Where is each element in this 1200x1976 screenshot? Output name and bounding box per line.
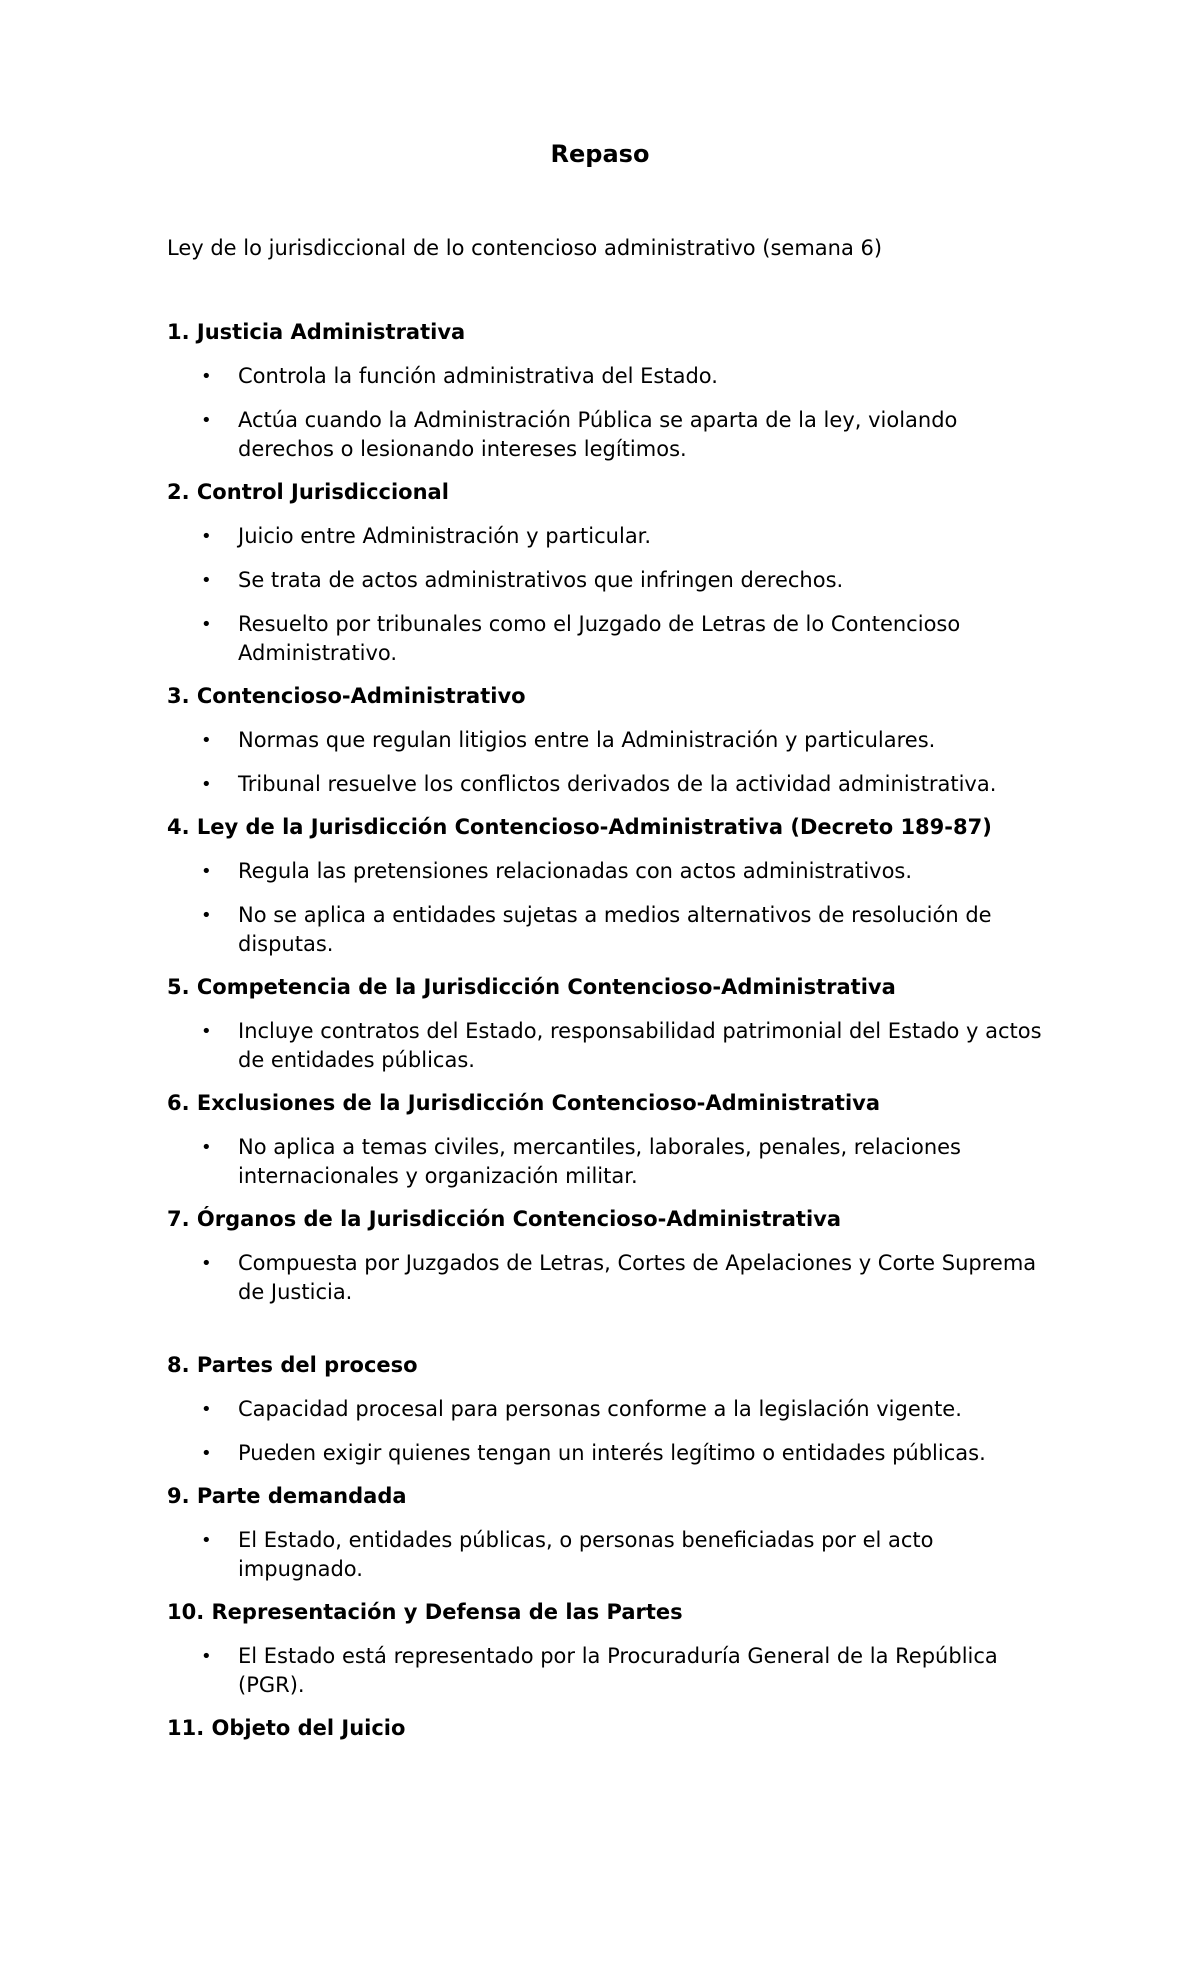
bullet-list [167, 362, 1047, 464]
bullet-list [167, 1017, 1047, 1075]
bullet-text: Se trata de actos administrativos que infringen derechos. [238, 568, 844, 592]
bullet-icon: • [201, 366, 212, 387]
bullet-icon: • [201, 1530, 212, 1551]
bullet-icon: • [201, 1399, 212, 1420]
section [167, 682, 1047, 799]
bullet-text: Tribunal resuelve los conflictos derivados de la actividad administrativa. [238, 772, 997, 796]
bullet-icon: • [201, 774, 212, 795]
bullet-icon: • [201, 1253, 212, 1274]
bullet-text: El Estado, entidades públicas, o personas beneficiadas por el acto impugnado. [238, 1528, 934, 1581]
bullet-text: Actúa cuando la Administración Pública se aparta de la ley, violando derechos o lesionando intereses legítimos. [238, 408, 958, 461]
bullet-text: Incluye contratos del Estado, responsabilidad patrimonial del Estado y actos de entidades públicas. [238, 1019, 1042, 1072]
list-item [167, 1395, 1047, 1424]
bullet-icon: • [201, 614, 212, 635]
list-item [167, 1526, 1047, 1584]
document-title: Repaso [550, 140, 650, 168]
bullet-icon: • [201, 861, 212, 882]
list-item [167, 406, 1047, 464]
section [167, 813, 1047, 959]
section [167, 973, 1047, 1075]
section [167, 1205, 1047, 1307]
bullet-text: Normas que regulan litigios entre la Administración y particulares. [238, 728, 936, 752]
bullet-list [167, 1526, 1047, 1584]
bullet-text: Juicio entre Administración y particular. [238, 524, 652, 548]
list-item [167, 1133, 1047, 1191]
bullet-icon: • [201, 526, 212, 547]
list-item [167, 362, 1047, 391]
section-heading: 7. Órganos de la Jurisdicción Contencioso-Administrativa [167, 1207, 842, 1231]
bullet-list [167, 1395, 1047, 1468]
bullet-icon: • [201, 570, 212, 591]
section-heading: 10. Representación y Defensa de las Partes [167, 1600, 683, 1624]
section [167, 1714, 1047, 1743]
list-item [167, 726, 1047, 755]
section [167, 478, 1047, 668]
section-heading: 5. Competencia de la Jurisdicción Contencioso-Administrativa [167, 975, 896, 999]
bullet-icon: • [201, 1443, 212, 1464]
section-heading: 11. Objeto del Juicio [167, 1716, 406, 1740]
bullet-icon: • [201, 1137, 212, 1158]
bullet-list [167, 1249, 1047, 1307]
list-item [167, 901, 1047, 959]
bullet-icon: • [201, 410, 212, 431]
bullet-text: Pueden exigir quienes tengan un interés legítimo o entidades públicas. [238, 1441, 986, 1465]
section-heading: 1. Justicia Administrativa [167, 320, 466, 344]
bullet-list [167, 857, 1047, 959]
bullet-list [167, 1642, 1047, 1700]
list-item [167, 610, 1047, 668]
list-item [167, 770, 1047, 799]
section-heading: 8. Partes del proceso [167, 1353, 418, 1377]
bullet-icon: • [201, 905, 212, 926]
section-list [167, 318, 1047, 1758]
list-item [167, 1017, 1047, 1075]
bullet-text: Capacidad procesal para personas conforme a la legislación vigente. [238, 1397, 962, 1421]
section-heading: 4. Ley de la Jurisdicción Contencioso-Administrativa (Decreto 189-87) [167, 815, 992, 839]
list-item [167, 1249, 1047, 1307]
bullet-text: No aplica a temas civiles, mercantiles, laborales, penales, relaciones internacionales y organización militar. [238, 1135, 962, 1188]
bullet-text: Resuelto por tribunales como el Juzgado de Letras de lo Contencioso Administrativo. [238, 612, 961, 665]
section-heading: 2. Control Jurisdiccional [167, 480, 449, 504]
section-heading: 9. Parte demandada [167, 1484, 407, 1508]
list-item [167, 522, 1047, 551]
bullet-text: Compuesta por Juzgados de Letras, Cortes de Apelaciones y Corte Suprema de Justicia. [238, 1251, 1037, 1304]
bullet-text: El Estado está representado por la Procuraduría General de la República (PGR). [238, 1644, 998, 1697]
section [167, 1598, 1047, 1700]
bullet-text: Controla la función administrativa del Estado. [238, 364, 718, 388]
section [167, 1351, 1047, 1468]
section-heading: 6. Exclusiones de la Jurisdicción Contencioso-Administrativa [167, 1091, 881, 1115]
section [167, 318, 1047, 464]
bullet-text: No se aplica a entidades sujetas a medios alternativos de resolución de disputas. [238, 903, 992, 956]
section [167, 1089, 1047, 1191]
bullet-text: Regula las pretensiones relacionadas con actos administrativos. [238, 859, 913, 883]
list-item [167, 1642, 1047, 1700]
bullet-list [167, 522, 1047, 668]
section-heading: 3. Contencioso-Administrativo [167, 684, 526, 708]
bullet-list [167, 726, 1047, 799]
bullet-list [167, 1133, 1047, 1191]
bullet-icon: • [201, 730, 212, 751]
section [167, 1482, 1047, 1584]
bullet-icon: • [201, 1021, 212, 1042]
list-item [167, 1439, 1047, 1468]
list-item [167, 857, 1047, 886]
list-item [167, 566, 1047, 595]
bullet-icon: • [201, 1646, 212, 1667]
document-subtitle: Ley de lo jurisdiccional de lo contencioso administrativo (semana 6) [167, 236, 883, 260]
